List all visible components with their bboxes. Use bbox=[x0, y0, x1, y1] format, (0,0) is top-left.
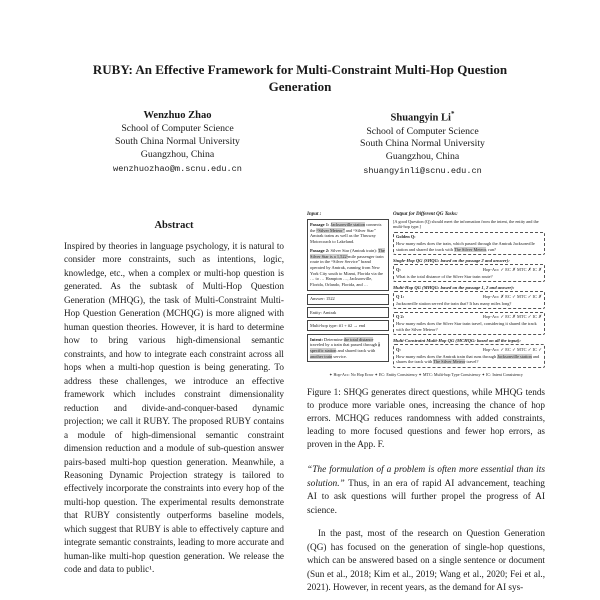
mhqg-q1-label: Q 1: bbox=[396, 293, 405, 299]
mchqg-highlight-2: The Silver Meteor bbox=[433, 359, 466, 365]
figure-passage-1 bbox=[310, 222, 386, 245]
figure-row bbox=[307, 212, 545, 371]
figure-caption: Figure 1: SHQG generates direct questions, while MHQG tends to produce more variable ones, increasing the chance of hop errors. MCHQG reduces randomness with added constraints, leading to more focused questions and fewer hop errors, as proven in the App. F. bbox=[307, 386, 545, 449]
left-column bbox=[55, 212, 293, 595]
two-column-body bbox=[55, 212, 545, 595]
shqg-q-label: Q: bbox=[396, 266, 401, 272]
figure-intent-box bbox=[307, 334, 389, 363]
shqg-q-text: What is the total distance of the Silver Star train route? bbox=[396, 273, 493, 279]
intent-seg-1: Determine bbox=[322, 336, 344, 342]
shqg-metrics: Hop-Acc ✓ EC ✗ MTC ✗ IC ✗ bbox=[482, 266, 542, 272]
abstract-heading: Abstract bbox=[154, 220, 194, 231]
figure-input-column bbox=[307, 212, 389, 371]
quote-paragraph bbox=[307, 464, 545, 519]
mhqg-q1-box bbox=[393, 291, 545, 308]
figure-output-label: Output for Different QG Tasks: bbox=[393, 212, 458, 217]
figure-output-column bbox=[393, 212, 545, 371]
passage2-seg-2: mile passenger train route in the “Silver Service” brand operated by Amtrak, running from New York City south to Miami, Florida via the … to … Hampton …, Jacksonville, Florida, Orlando, Florida, and … bbox=[310, 253, 384, 288]
author-affil2-1: South China Normal University bbox=[115, 135, 240, 147]
golden-seg-2: , run? bbox=[485, 246, 496, 252]
intent-highlight-3: another train bbox=[310, 353, 333, 359]
author-affil3-2: Guangzhou, China bbox=[385, 151, 460, 163]
mchqg-seg-1: How many miles does the Amtrak train that runs through bbox=[396, 353, 498, 359]
author-mark-2: * bbox=[450, 110, 455, 118]
figure-legend: ✦ Hop-Acc: No Hop Error ✦ EC: Entity Consistency ✦ MTC: Multi-hop Type Consistency ✦ IC: Intent Consistency bbox=[329, 371, 523, 377]
figure-output-note: [A good Question (Q) should meet the information from the intent, the entity and the multi-hop type.] bbox=[393, 219, 539, 230]
mchqg-highlight-1: Jacksonville station bbox=[497, 353, 532, 359]
author-name-text-2: Shuangyin Li bbox=[390, 112, 451, 124]
mhqg-q2-metrics: Hop-Acc ✓ EC ✗ MTC ✓ IC ✗ bbox=[482, 314, 542, 320]
figure-input-label: Input : bbox=[307, 212, 322, 217]
golden-seg-1: How many miles does the train, which passed through the Amtrak Jacksonville station and shared the track with bbox=[396, 240, 535, 252]
mchqg-q-row bbox=[396, 347, 542, 353]
author-block-2 bbox=[300, 110, 545, 176]
mhqg-q2-box bbox=[393, 312, 545, 335]
mhqg-q2-row bbox=[396, 314, 542, 320]
author-affil3-1: Guangzhou, China bbox=[140, 148, 215, 160]
mchqg-seg-3: travel? bbox=[465, 359, 479, 365]
passage2-seg-1: Silver Star (Amtrak train): bbox=[329, 247, 378, 253]
golden-highlight-1: The Silver Meteor bbox=[453, 246, 486, 252]
authors-row bbox=[55, 110, 545, 176]
shqg-box bbox=[393, 264, 545, 281]
intent-label: Intent: bbox=[310, 336, 323, 342]
intent-seg-2: traveled by a train that passed through bbox=[310, 342, 379, 348]
mhqg-header: Multi-Hop QG (MHQG: based on the passage 1, 2 and answer): bbox=[393, 284, 515, 290]
author-block-1 bbox=[55, 110, 300, 176]
intent-highlight-2: a specific station bbox=[310, 342, 381, 353]
intent-seg-3: and shared track with bbox=[336, 348, 376, 353]
figure-golden-q-box bbox=[393, 232, 545, 255]
abstract-text: Inspired by theories in language psychology, it is natural to consider more constraints, such as intentions, logic, knowledge, etc., when a complex or multi-hop question is generated. As the subtask of Multi-Hop Question Generation (MHQG), the task of Multi-Constraint Multi-Hop Question Generation (MCHQG) is more aligned with human question theories. However, it is hard to determine how to bring various high-dimensional semantic constraints, and how to integrate each constraint across all hops when a multi-hop question is being generating. To address these challenges, we introduce an effective framework which includes constraint dimensionality reduction and divide-and-conquer-based dynamic projection; we call it RUBY. The proposed RUBY contains a module of high-dimensional semantic constraint dimension reduction and a module of sub-question answer pairs-based multi-hop question generation. Meanwhile, a Reasoning Dynamic Projection strategy is tailored to effectively incorporate the constraints into every hop of the multi-hop question. The experimental results demonstrate that RUBY consistently outperforms baseline models, which suggest that RUBY is able to effectively capture and integrate semantic constraints, leading to more accurate and human-like multi-hop question generation. We release the code and data to public¹. bbox=[64, 241, 284, 575]
mchqg-q-text bbox=[396, 354, 542, 365]
passage1-seg-2: and “Silver Star” Amtrak trains as well as the Thruway Motorcoach to Lakeland. bbox=[310, 227, 376, 245]
golden-q-label: Golden Q: bbox=[396, 234, 416, 240]
passage1-seg-1: connects the bbox=[310, 222, 382, 233]
passage2-label: Passage 2: bbox=[310, 247, 330, 253]
mhqg-q1-metrics: Hop-Acc ✗ EC ✓ MTC ✓ IC ✗ bbox=[482, 293, 542, 299]
paper-title: RUBY: An Effective Framework for Multi-Constraint Multi-Hop Question Generation bbox=[92, 62, 508, 94]
right-column bbox=[307, 212, 545, 595]
passage1-highlight-1: Jacksonville station bbox=[330, 222, 366, 227]
shqg-q-row bbox=[396, 267, 542, 273]
passage1-highlight-2: “Silver Meteor” bbox=[316, 227, 345, 233]
author-affil1-2: School of Computer Science bbox=[366, 125, 479, 137]
mhqg-q1-row bbox=[396, 294, 542, 300]
passage2-highlight-1: The Silver Star is a 1,522- bbox=[310, 247, 385, 259]
figure-hoptype-box: Multi-hop type: #1 + #2 → end bbox=[307, 320, 389, 331]
mchqg-header: Multi-Constraint Multi-Hop QG (MCHQG: based on all the input): bbox=[393, 337, 521, 343]
figure-1 bbox=[307, 212, 545, 377]
passage1-label: Passage 1: bbox=[310, 222, 330, 227]
author-email-1: wenzhuozhao@m.scnu.edu.cn bbox=[113, 163, 242, 174]
mhqg-q2-label: Q 2: bbox=[396, 314, 405, 320]
author-name-1 bbox=[55, 110, 300, 121]
shqg-header: Single-Hop QG (SHQG: based on the passage 2 and answer): bbox=[393, 257, 510, 263]
author-affil2-2: South China Normal University bbox=[360, 138, 485, 150]
figure-passages-box bbox=[307, 219, 389, 291]
figure-entity-box: Entity: Amtrak bbox=[307, 307, 389, 318]
mchqg-box bbox=[393, 344, 545, 367]
figure-passage-2 bbox=[310, 248, 386, 288]
intent-seg-4: service. bbox=[332, 353, 347, 359]
intro-paragraph: In the past, most of the research on Question Generation (QG) has focused on the generation of single-hop questions, which can be answered based on a single sentence or document (Sun et al., 2018; Kim et al., 2019; Wang et al., 2020; Fei et al., 2021). However, in recent years, as the demand for AI sys- bbox=[307, 528, 545, 593]
intent-highlight-1: the total distance bbox=[343, 336, 374, 342]
quote-rest-text: Thus, in an era of rapid AI advancement, teaching AI to ask questions will further propel the progress of AI science. bbox=[307, 478, 545, 516]
mchqg-metrics: Hop-Acc ✓ EC ✓ MTC ✓ IC ✓ bbox=[482, 346, 542, 352]
author-affil1-1: School of Computer Science bbox=[121, 123, 234, 134]
golden-q-text bbox=[396, 241, 542, 252]
figure-answer-box: Answer: 1522 bbox=[307, 294, 389, 305]
mchqg-q-label: Q: bbox=[396, 346, 401, 352]
author-name-text-1: Wenzhuo Zhao bbox=[143, 110, 212, 121]
author-name-2 bbox=[300, 110, 545, 124]
mhqg-q1-text: Jacksonville station served the train that? It has many miles long? bbox=[396, 300, 512, 306]
mchqg-seg-2: and shares the track with bbox=[396, 353, 540, 365]
mhqg-q2-text: How many miles does the Silver Star train travel, considering it shared the track with the Silver Meteor? bbox=[396, 320, 537, 332]
author-email-2: shuangyinli@scnu.edu.cn bbox=[363, 166, 482, 177]
quote-italic-text: “The formulation of a problem is often more essential than its solution.” bbox=[307, 464, 545, 489]
